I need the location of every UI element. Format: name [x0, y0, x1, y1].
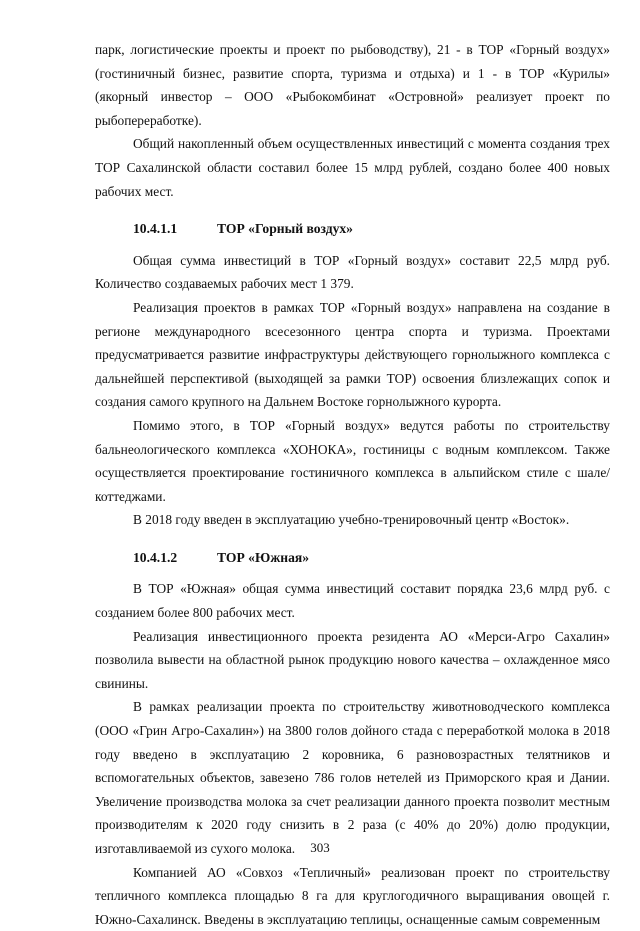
- page-number: 303: [310, 840, 330, 855]
- paragraph: парк, логистические проекты и проект по рыбоводству), 21 - в ТОР «Горный воздух» (гостиничный бизнес, развитие спорта, туризма и отдыха) и 1 - в ТОР «Курилы» (якорный инвестор – ООО «Рыбокомбинат «Островной» реализует проект по рыбопереработке).: [95, 42, 610, 128]
- section-heading: [95, 546, 610, 570]
- paragraph: Помимо этого, в ТОР «Горный воздух» ведутся работы по строительству бальнеологического комплекса «ХОНОКА», гостиницы с водным комплексом. Также осуществляется проектирование гостиничного комплекса в альпийском стиле с шале/коттеджами.: [95, 417, 610, 504]
- paragraph: Реализация инвестиционного проекта резидента АО «Мерси-Агро Сахалин» позволила вывести на областной рынок продукцию нового качества – охлажденное мясо свинины.: [95, 628, 610, 691]
- paragraph: Общий накопленный объем осуществленных инвестиций с момента создания трех ТОР Сахалинской области составил более 15 млрд рублей, создано более 400 новых рабочих мест.: [95, 136, 610, 199]
- paragraph: В ТОР «Южная» общая сумма инвестиций составит порядка 23,6 млрд руб. с созданием более 800 рабочих мест.: [95, 581, 610, 621]
- section-number: 10.4.1.1: [133, 221, 178, 237]
- paragraph: В 2018 году введен в эксплуатацию учебно-тренировочный центр «Восток».: [133, 512, 570, 528]
- paragraph: В рамках реализации проекта по строительству животноводческого комплекса (ООО «Грин Агро-Сахалин») на 3800 голов дойного стада с переработкой молока в 2018 году введено в эксплуатацию 2 коровника, 6 разновозрастных телятников и вспомогательных объектов, завезено 786 голов нетелей из Приморского края и Дании. Увеличение производства молока за счет реализации данного проекта позволит местным производителям к 2020 году снизить в 2 раза (с 40% до 20%) долю продукции, изготавливаемой из сухого молока.: [95, 699, 610, 856]
- section-number: 10.4.1.2: [133, 549, 178, 565]
- paragraph: Реализация проектов в рамках ТОР «Горный воздух» направлена на создание в регионе международного всесезонного центра спорта и туризма. Проектами предусматривается развитие инфраструктуры действующего горнолыжного комплекса с дальнейшей перспективой (выходящей за рамки ТОР) освоения близлежащих сопок и создания самого крупного на Дальнем Востоке горнолыжного курорта.: [95, 299, 610, 410]
- paragraph: Общая сумма инвестиций в ТОР «Горный воздух» составит 22,5 млрд руб. Количество создаваемых рабочих мест 1 379.: [95, 252, 610, 292]
- section-title: ТОР «Южная»: [217, 549, 310, 565]
- paragraph: Компанией АО «Совхоз «Тепличный» реализован проект по строительству тепличного комплекса площадью 8 га для круглогодичного выращивания овощей г. Южно-Сахалинск. Введены в эксплуатацию теплицы, оснащенные самым современным: [95, 864, 610, 927]
- section-title: ТОР «Горный воздух»: [217, 221, 353, 237]
- page-body: [95, 38, 610, 931]
- section-heading: [95, 217, 610, 241]
